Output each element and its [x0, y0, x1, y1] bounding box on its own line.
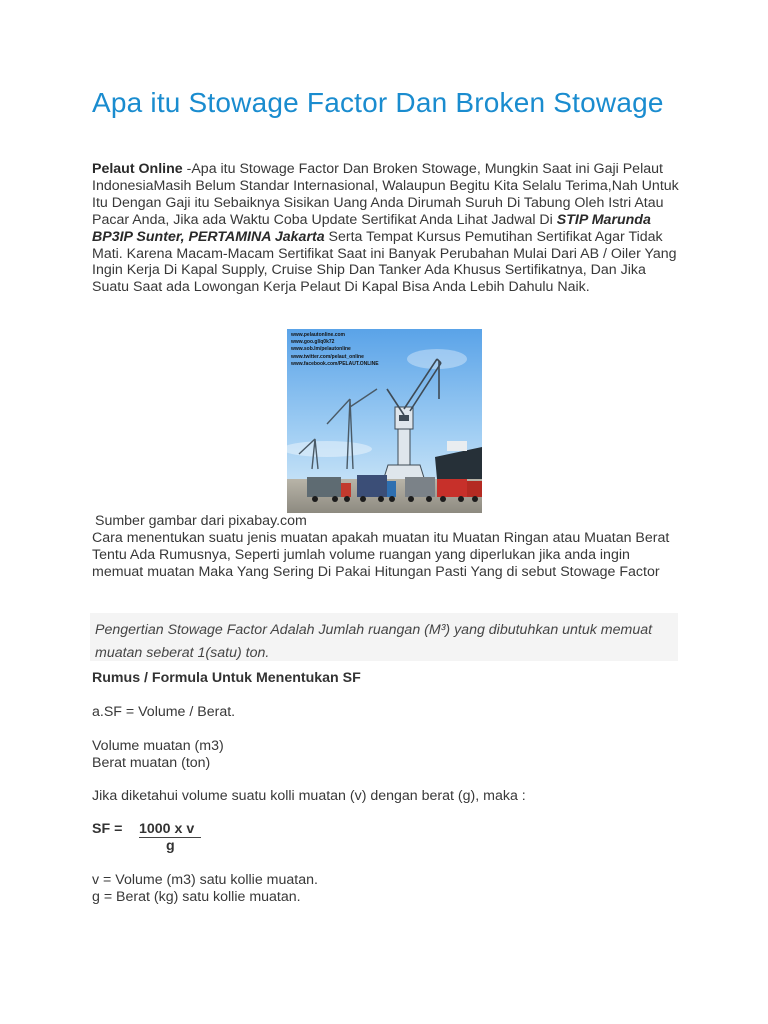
article-title: Apa itu Stowage Factor Dan Broken Stowage	[92, 87, 664, 118]
formula-lhs: SF =	[92, 821, 123, 837]
watermark-line: www.twitter.com/pelaut_online	[291, 353, 364, 360]
watermark-line: www.sob.lm/pelautonline	[291, 346, 351, 353]
brand-name: Pelaut Online	[92, 161, 183, 177]
weight-line: Berat muatan (ton)	[92, 755, 211, 771]
definition-text: Pengertian Stowage Factor Adalah Jumlah ruangan (M³) yang dibutuhkan untuk memuat muatan seberat 1(satu) ton.	[95, 622, 653, 661]
g-definition: g = Berat (kg) satu kollie muatan.	[92, 889, 301, 905]
intro-emphasis: STIP Marunda BP3IP Sunter, PERTAMINA Jakarta	[92, 211, 651, 245]
image-watermark	[291, 332, 379, 368]
intro-paragraph	[92, 161, 682, 296]
known-line: Jika diketahui volume suatu kolli muatan (v) dengan berat (g), maka :	[92, 788, 526, 804]
v-definition: v = Volume (m3) satu kollie muatan.	[92, 872, 318, 888]
formula-a: a.SF = Volume / Berat.	[92, 704, 236, 720]
body-paragraph: Cara menentukan suatu jenis muatan apakah muatan itu Muatan Ringan atau Muatan Berat Tentu Ada Rumusnya, Seperti jumlah volume ruangan yang diperlukan jika anda ingin memuat muatan Maka Yang Sering Di Pakai Hitungan Pasti Yang di sebut Stowage Factor	[92, 530, 670, 580]
formula-numerator: 1000 x v	[139, 821, 201, 838]
formula-heading: Rumus / Formula Untuk Menentukan SF	[92, 670, 361, 686]
definition-blockquote	[90, 613, 678, 661]
watermark-line: www.pelautonline.com	[291, 332, 345, 338]
watermark-line: www.facebook.com/PELAUT.ONLINE	[291, 360, 379, 367]
port-crane-photo	[287, 329, 482, 513]
intro-text-1: -Apa itu Stowage Factor Dan Broken Stowage, Mungkin Saat ini Gaji Pelaut IndonesiaMasih Belum Standar Internasional, Walaupun Begitu Kita Selalu Terima,Nah Untuk Itu Dengan Gaji itu Sebaiknya Sisikan Uang Anda Dirumah Suruh Di Tabung Oleh Istri Atau Pacar Anda, Jika ada Waktu Coba Update Sertifikat Anda Lihat Jadwal Di	[92, 161, 679, 228]
intro-text-2: Serta Tempat Kursus Pemutihan Sertifikat Agar Tidak Mati. Karena Macam-Macam Sertifikat Saat ini Banyak Perubahan Mulai Dari AB / Oiler Yang Ingin Kerja Di Kapal Supply, Cruise Ship Dan Tanker Ada Khusus Sertifikatnya, Dan Jika Suatu Saat ada Lowongan Kerja Pelaut Di Kapal Bisa Anda Lebih Dahulu Naik.	[92, 228, 677, 296]
image-caption: Sumber gambar dari pixabay.com	[95, 513, 307, 529]
watermark-line: www.goo.gl/q0k72	[291, 339, 335, 346]
volume-line: Volume muatan (m3)	[92, 738, 224, 754]
formula-denominator: g	[166, 838, 175, 854]
